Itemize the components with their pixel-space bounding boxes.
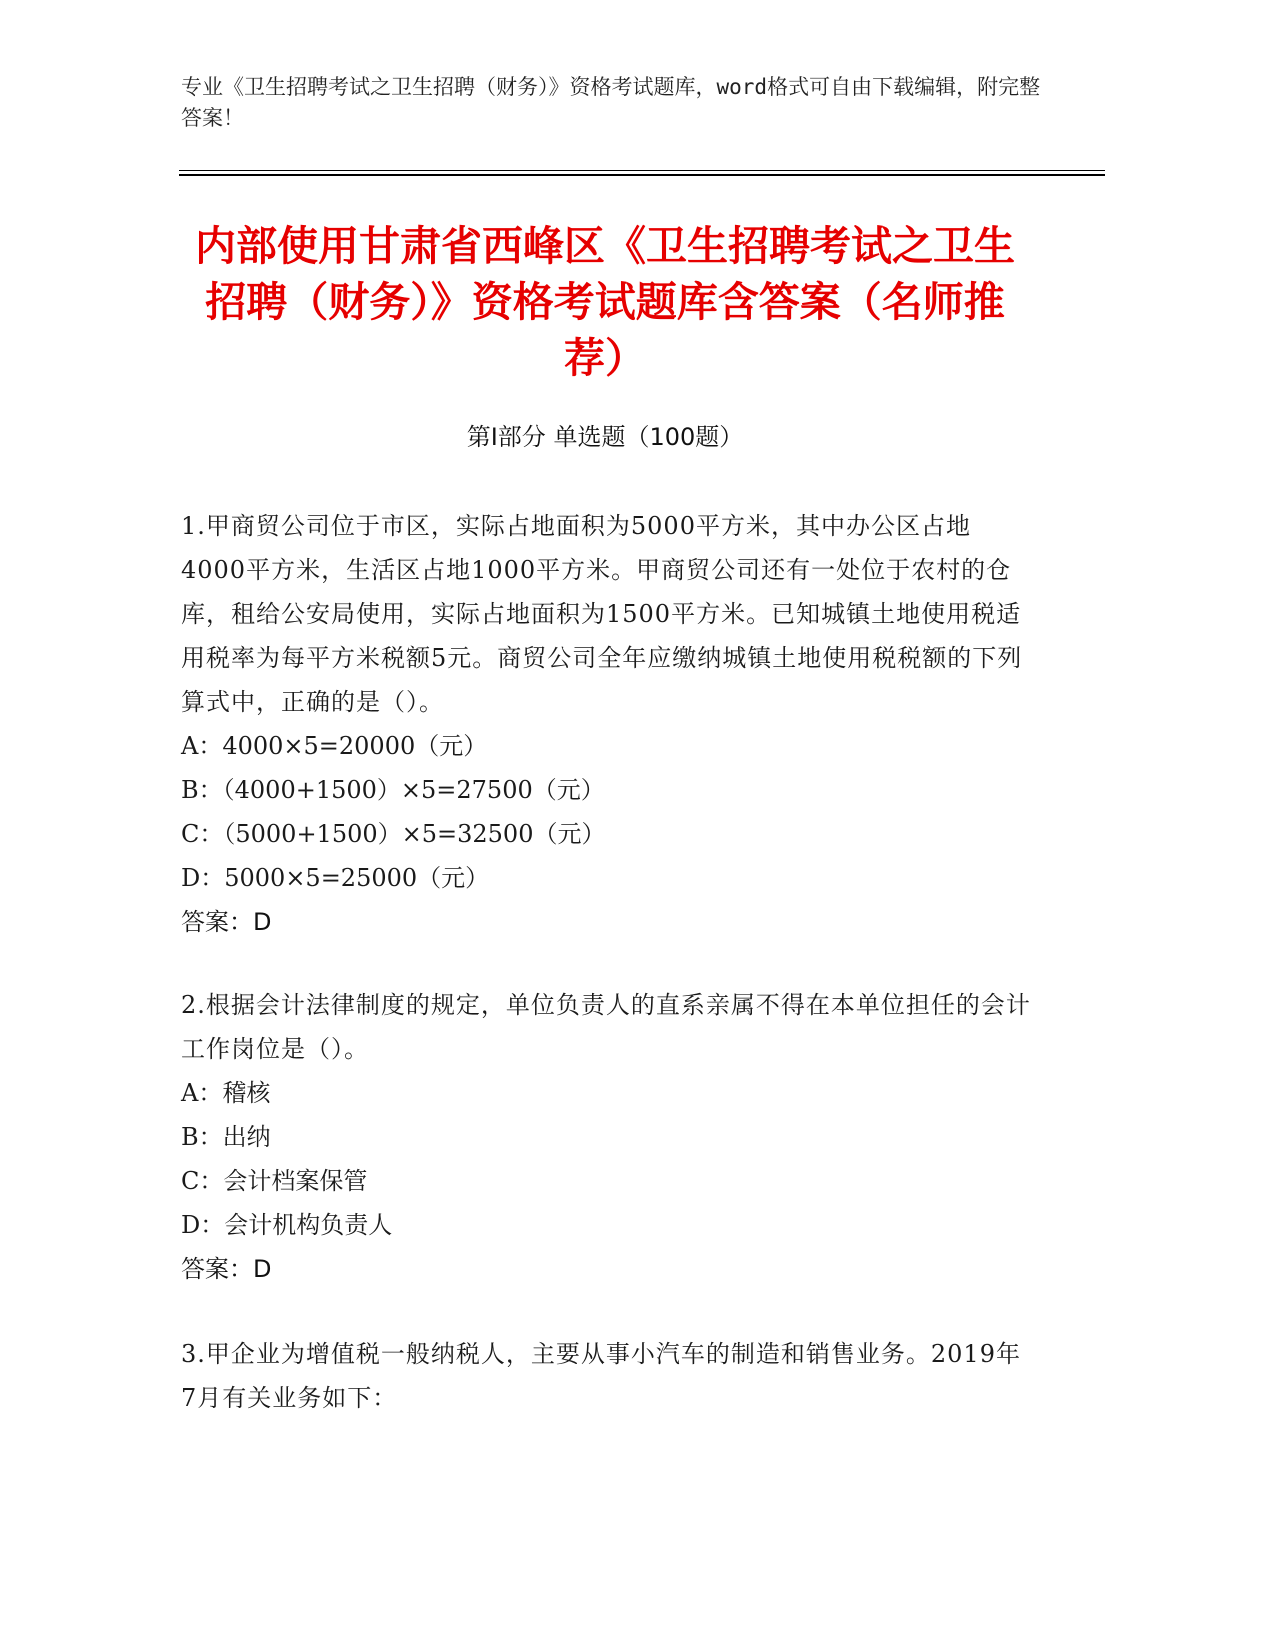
question-3 — [181, 1332, 1031, 1420]
header-note: 专业《卫生招聘考试之卫生招聘（财务）》资格考试题库，word格式可自由下载编辑，附完整答案！ — [181, 75, 1041, 130]
answer: 答案：D — [181, 908, 272, 936]
question-2 — [181, 983, 1031, 1291]
question-1 — [181, 504, 1031, 944]
option-c: C：（5000+1500）×5=32500（元） — [181, 820, 606, 848]
option-b: B：（4000+1500）×5=27500（元） — [181, 776, 605, 804]
option-d: D：5000×5=25000（元） — [181, 864, 490, 892]
question-stem: 2.根据会计法律制度的规定，单位负责人的直系亲属不得在本单位担任的会计工作岗位是（）。 — [181, 991, 1031, 1063]
answer: 答案：D — [181, 1255, 272, 1283]
header-divider-thick — [179, 174, 1105, 176]
option-d: D：会计机构负责人 — [181, 1211, 393, 1239]
option-a: A：稽核 — [181, 1079, 271, 1107]
option-c: C：会计档案保管 — [181, 1167, 368, 1195]
document-title: 内部使用甘肃省西峰区《卫生招聘考试之卫生招聘（财务）》资格考试题库含答案（名师推荐） — [195, 222, 1015, 382]
option-b: B：出纳 — [181, 1123, 271, 1151]
option-a: A：4000×5=20000（元） — [181, 732, 488, 760]
question-stem: 1.甲商贸公司位于市区，实际占地面积为5000平方米，其中办公区占地4000平方米，生活区占地1000平方米。甲商贸公司还有一处位于农村的仓库，租给公安局使用，实际占地面积为1500平方米。已知城镇土地使用税适用税率为每平方米税额5元。商贸公司全年应缴纳城镇土地使用税税额的下列算式中，正确的是（）。 — [181, 512, 1023, 716]
section-title: 第Ⅰ部分 单选题（100题） — [466, 423, 744, 451]
header-divider — [179, 170, 1105, 171]
question-stem: 3.甲企业为增值税一般纳税人，主要从事小汽车的制造和销售业务。2019年7月有关业务如下： — [181, 1340, 1021, 1412]
